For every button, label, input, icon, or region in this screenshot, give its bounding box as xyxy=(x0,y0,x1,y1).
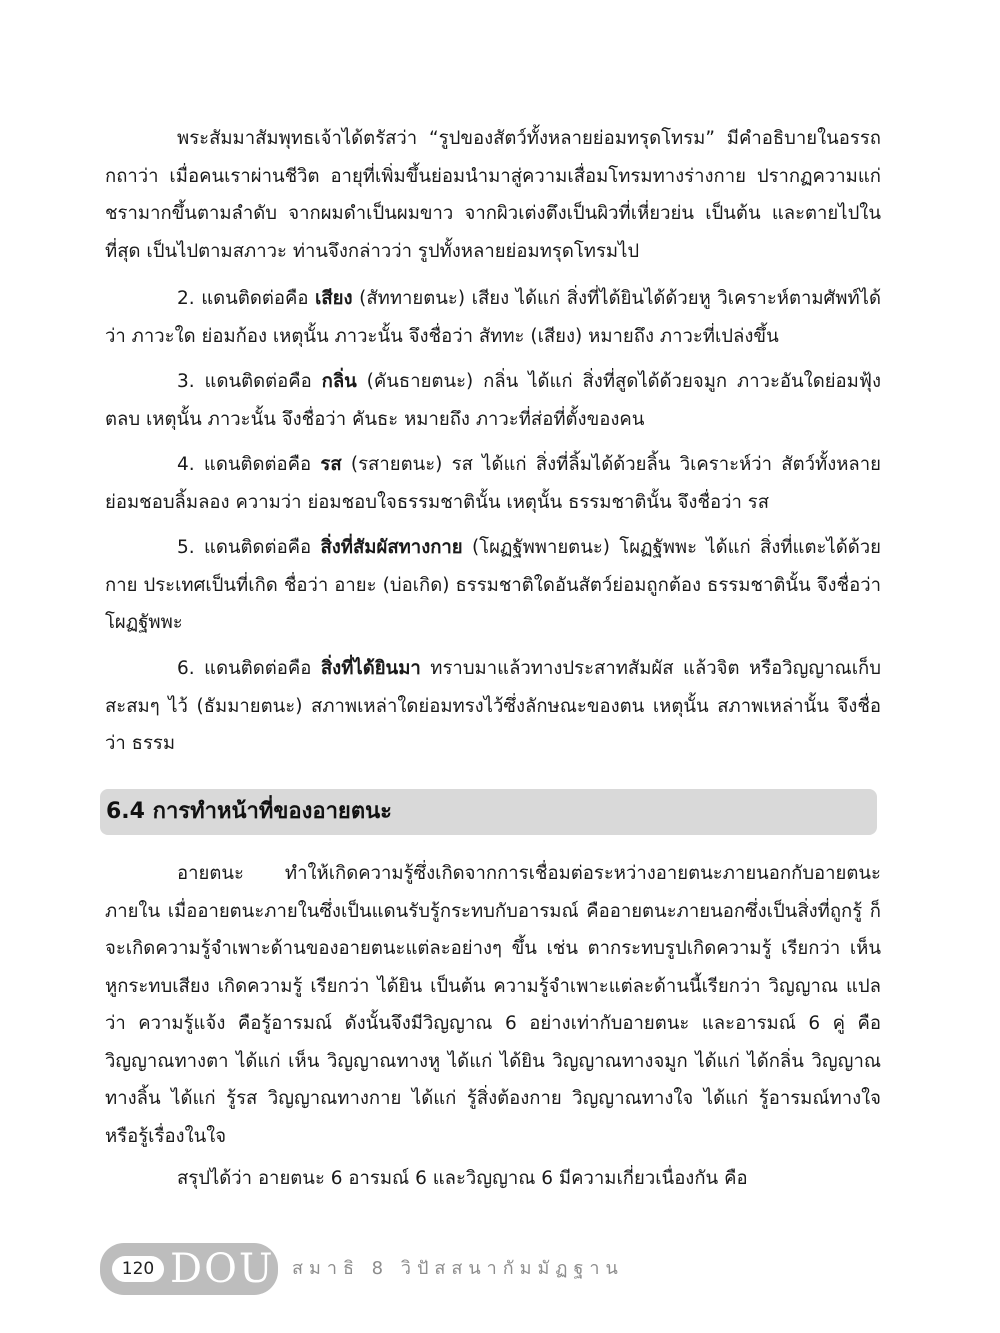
item-description: ทราบมาแล้วทางประสาทสัมผัส แล้วจิต หรือวิญญาณเก็บสะสมๆ ไว้ (ธัมมายตนะ) สภาพเหล่าใดย่อมทรงไว้ซึ่งลักษณะของตน เหตุนั้น สภาพเหล่านั้น จึงชื่อว่า ธรรม xyxy=(105,658,881,754)
paragraph-item-5 xyxy=(105,529,881,642)
item-prefix: 4. แดนติดต่อคือ xyxy=(177,454,321,475)
item-prefix: 5. แดนติดต่อคือ xyxy=(177,537,321,558)
item-prefix: 2. แดนติดต่อคือ xyxy=(177,288,316,309)
item-description: (โผฏฐัพพายตนะ) โผฏฐัพพะ ได้แก่ สิ่งที่แตะได้ด้วยกาย ประเทศเป็นที่เกิด ชื่อว่า อายะ (บ่อเกิด) ธรรมชาติใดอันสัตว์ย่อมถูกต้อง ธรรมชาตินั้น จึงชื่อว่า โผฏฐัพพะ xyxy=(105,537,881,633)
item-term: เสียง xyxy=(315,288,353,309)
item-prefix: 3. แดนติดต่อคือ xyxy=(177,371,322,392)
paragraph-summary: สรุปได้ว่า อายตนะ 6 อารมณ์ 6 และวิญญาณ 6 มีความเกี่ยวเนื่องกัน คือ xyxy=(177,1168,748,1189)
item-term: กลิ่น xyxy=(321,371,357,392)
paragraph-intro: พระสัมมาสัมพุทธเจ้าได้ตรัสว่า “รูปของสัตว์ทั้งหลายย่อมทรุดโทรม” มีคำอธิบายในอรรถกถาว่า เมื่อคนเราผ่านชีวิต อายุที่เพิ่มขึ้นย่อมนำมาสู่ความเสื่อมโทรมทางร่างกาย ปรากฏความแก่ชรามากขึ้นตามลำดับ จากผมดำเป็นผมขาว จากผิวเต่งตึงเป็นผิวที่เหี่ยวย่น เป็นต้น และตายไปในที่สุด เป็นไปตามสภาวะ ท่านจึงกล่าวว่า รูปทั้งหลายย่อมทรุดโทรมไป xyxy=(105,128,881,262)
item-description: (คันธายตนะ) กลิ่น ได้แก่ สิ่งที่สูดได้ด้วยจมูก ภาวะอันใดย่อมฟุ้งตลบ เหตุนั้น ภาวะนั้น จึงชื่อว่า คันธะ หมายถึง ภาวะที่ส่อที่ตั้งของคน xyxy=(105,371,881,430)
item-term: สิ่งที่สัมผัสทางกาย xyxy=(320,537,463,558)
section-title: 6.4 การทำหน้าที่ของอายตนะ xyxy=(106,799,392,824)
brand-logo: DOU xyxy=(170,1246,275,1292)
item-term: รส xyxy=(320,454,342,475)
book-title: สมาธิ 8 วิปัสสนากัมมัฏฐาน xyxy=(292,1258,624,1279)
item-term: สิ่งที่ได้ยินมา xyxy=(320,658,421,679)
page-number: 120 xyxy=(112,1256,164,1282)
paragraph-item-4 xyxy=(105,446,881,521)
paragraph-item-2 xyxy=(105,280,881,355)
paragraph-body: อายตนะ ทำให้เกิดความรู้ซึ่งเกิดจากการเชื่อมต่อระหว่างอายตนะภายนอกกับอายตนะภายใน เมื่ออายตนะภายในซึ่งเป็นแดนรับรู้กระทบกับอารมณ์ คืออายตนะภายนอกซึ่งเป็นสิ่งที่ถูกรู้ ก็จะเกิดความรู้จำเพาะด้านของอายตนะแต่ละอย่างๆ ขึ้น เช่น ตากระทบรูปเกิดความรู้ เรียกว่า เห็น หูกระทบเสียง เกิดความรู้ เรียกว่า ได้ยิน เป็นต้น ความรู้จำเพาะแต่ละด้านนี้เรียกว่า วิญญาณ แปลว่า ความรู้แจ้ง คือรู้อารมณ์ ดังนั้นจึงมีวิญญาณ 6 อย่างเท่ากับอายตนะ และอารมณ์ 6 คู่ คือ วิญญาณทางตา ได้แก่ เห็น วิญญาณทางหู ได้แก่ ได้ยิน วิญญาณทางจมูก ได้แก่ ได้กลิ่น วิญญาณทางลิ้น ได้แก่ รู้รส วิญญาณทางกาย ได้แก่ รู้สิ่งต้องกาย วิญญาณทางใจ ได้แก่ รู้อารมณ์ทางใจ หรือรู้เรื่องในใจ xyxy=(105,863,882,1147)
item-description: (สัททายตนะ) เสียง ได้แก่ สิ่งที่ได้ยินได้ด้วยหู วิเคราะห์ตามศัพท์ได้ว่า ภาวะใด ย่อมก้อง เหตุนั้น ภาวะนั้น จึงชื่อว่า สัททะ (เสียง) หมายถึง ภาวะที่เปล่งขึ้น xyxy=(105,288,881,347)
item-description: (รสายตนะ) รส ได้แก่ สิ่งที่ลิ้มได้ด้วยลิ้น วิเคราะห์ว่า สัตว์ทั้งหลาย ย่อมชอบลิ้มลอง ความว่า ย่อมชอบใจธรรมชาตินั้น เหตุนั้น ธรรมชาตินั้น จึงชื่อว่า รส xyxy=(105,454,881,513)
paragraph-item-6 xyxy=(105,650,881,763)
paragraph-item-3 xyxy=(105,363,881,438)
item-prefix: 6. แดนติดต่อคือ xyxy=(177,658,321,679)
